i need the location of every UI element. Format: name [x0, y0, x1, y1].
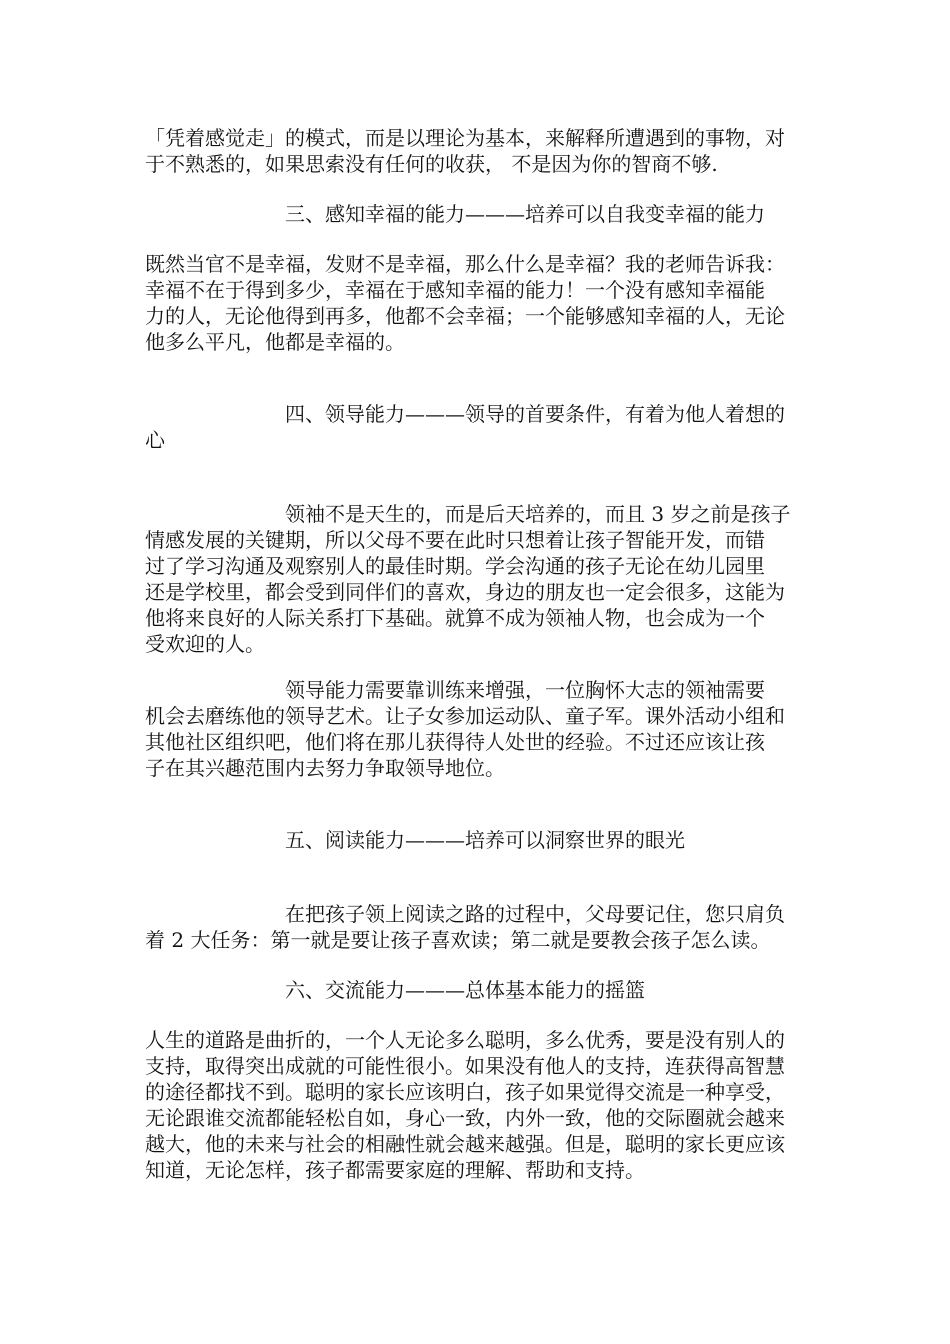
intro-line-1: 「凭着感觉走」的模式，而是以理论为基本，来解释所遭遇到的事物，对 — [145, 126, 785, 150]
section-6-line-1: 人生的道路是曲折的，一个人无论多么聪明，多么优秀，要是没有别人的 — [145, 1028, 785, 1052]
heading-section-5: 五、阅读能力———培养可以洞察世界的眼光 — [285, 828, 685, 852]
heading-section-4-wrap: 心 — [145, 428, 165, 452]
section-4a-line-3: 过了学习沟通及观察别人的最佳时期。学会沟通的孩子无论在幼儿园里 — [145, 554, 765, 578]
section-4a-line-6: 受欢迎的人。 — [145, 632, 265, 656]
section-4b-line-4: 子在其兴趣范围内去努力争取领导地位。 — [145, 756, 505, 780]
section-3-line-3: 力的人，无论他得到再多，他都不会幸福；一个能够感知幸福的人，无论 — [145, 304, 785, 328]
section-3-line-2: 幸福不在于得到多少，幸福在于感知幸福的能力！一个没有感知幸福能 — [145, 278, 765, 302]
section-6-line-5: 越大，他的未来与社会的相融性就会越来越强。但是，聪明的家长更应该 — [145, 1132, 785, 1156]
section-4b-line-2: 机会去磨练他的领导艺术。让子女参加运动队、童子军。课外活动小组和 — [145, 704, 785, 728]
section-4b-line-3: 其他社区组织吧，他们将在那儿获得待人处世的经验。不过还应该让孩 — [145, 730, 765, 754]
intro-line-2: 于不熟悉的，如果思索没有任何的收获， 不是因为你的智商不够. — [145, 152, 718, 176]
section-4b-line-1: 领导能力需要靠训练来增强，一位胸怀大志的领袖需要 — [285, 678, 765, 702]
section-6-line-4: 无论跟谁交流都能轻松自如，身心一致，内外一致，他的交际圈就会越来 — [145, 1106, 785, 1130]
section-3-line-4: 他多么平凡，他都是幸福的。 — [145, 330, 405, 354]
section-5-line-2: 着 2 大任务：第一就是要让孩子喜欢读；第二就是要教会孩子怎么读。 — [145, 928, 771, 952]
heading-section-3: 三、感知幸福的能力———培养可以自我变幸福的能力 — [285, 202, 765, 226]
section-3-line-1: 既然当官不是幸福，发财不是幸福，那么什么是幸福？我的老师告诉我： — [145, 252, 785, 276]
heading-section-4: 四、领导能力———领导的首要条件，有着为他人着想的 — [285, 402, 785, 426]
section-6-line-2: 支持，取得突出成就的可能性很小。如果没有他人的支持，连获得高智慧 — [145, 1054, 785, 1078]
section-5-line-1: 在把孩子领上阅读之路的过程中，父母要记住，您只肩负 — [285, 902, 785, 926]
section-4a-line-2: 情感发展的关键期，所以父母不要在此时只想着让孩子智能开发，而错 — [145, 528, 765, 552]
section-4a-line-1: 领袖不是天生的，而是后天培养的，而且 3 岁之前是孩子 — [285, 502, 791, 526]
heading-section-6: 六、交流能力———总体基本能力的摇篮 — [285, 978, 645, 1002]
section-6-line-6: 知道，无论怎样，孩子都需要家庭的理解、帮助和支持。 — [145, 1158, 645, 1182]
section-4a-line-5: 他将来良好的人际关系打下基础。就算不成为领袖人物，也会成为一个 — [145, 606, 765, 630]
section-4a-line-4: 还是学校里，都会受到同伴们的喜欢，身边的朋友也一定会很多，这能为 — [145, 580, 785, 604]
section-6-line-3: 的途径都找不到。聪明的家长应该明白，孩子如果觉得交流是一种享受， — [145, 1080, 785, 1104]
